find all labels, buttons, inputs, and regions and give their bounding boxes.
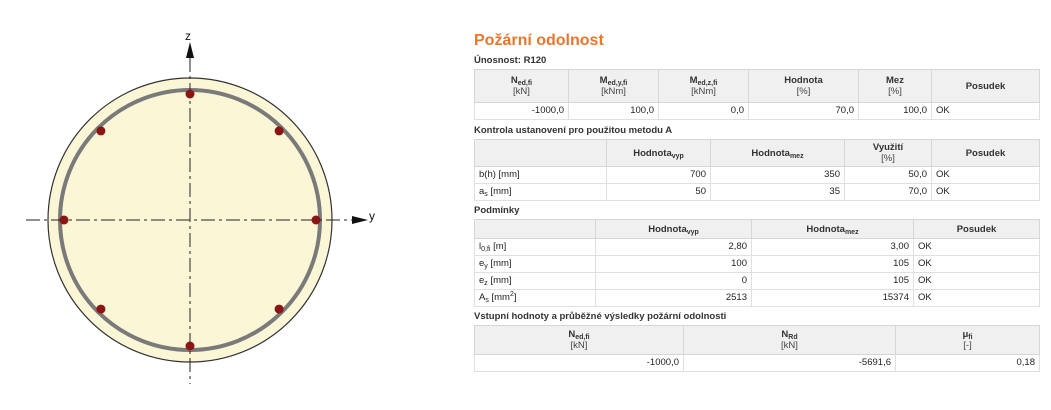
column-header-label: M — [689, 75, 698, 86]
table-cell: 350 — [711, 167, 845, 184]
column-header-unit: [kNm] — [601, 86, 626, 97]
table-row — [475, 355, 1040, 372]
column-header — [684, 326, 896, 355]
column-header-label: Posudek — [956, 223, 997, 235]
table-cell: 3,00 — [752, 239, 914, 256]
column-header-label: Využití — [872, 142, 904, 153]
table-cell: OK — [914, 273, 1040, 290]
column-header-subscript: ed,fi — [517, 80, 533, 87]
row-label-text: e — [479, 275, 485, 286]
row-label-unit: [mm] — [490, 258, 512, 269]
column-header-subscript: vyp — [671, 152, 684, 160]
column-header — [475, 220, 596, 239]
column-header — [475, 140, 607, 167]
row-label — [475, 239, 596, 256]
column-header-label: Posudek — [965, 147, 1006, 159]
column-header-label: Mez — [886, 75, 904, 86]
column-header-unit: [%] — [881, 153, 895, 164]
table-cell: OK — [932, 184, 1040, 201]
rebar-dot — [186, 90, 195, 99]
capacity-table — [474, 69, 1040, 120]
column-header-label: Hodnota — [633, 147, 672, 159]
inputs-table — [474, 325, 1040, 372]
column-header-label: N — [781, 329, 789, 340]
column-header-subscript: ed,z,fi — [697, 80, 718, 87]
method-a-table — [474, 139, 1040, 201]
column-header-label: Hodnota — [751, 147, 790, 159]
table-row — [475, 239, 1040, 256]
table-cell: 50,0 — [845, 167, 932, 184]
column-header — [914, 220, 1040, 239]
table-cell: 70,0 — [845, 184, 932, 201]
table-cell: 50 — [607, 184, 711, 201]
row-label-unit: [mm] — [490, 186, 512, 197]
table-cell: 0,18 — [896, 355, 1040, 372]
column-header-subscript: vyp — [686, 228, 699, 236]
table-row — [475, 256, 1040, 273]
table-cell: OK — [914, 256, 1040, 273]
row-label-text: l — [479, 241, 482, 252]
table-row — [475, 103, 1040, 120]
table-cell: 100 — [596, 256, 752, 273]
column-header — [932, 140, 1040, 167]
row-label-subscript: s — [484, 191, 488, 198]
table-cell: 700 — [607, 167, 711, 184]
table-cell: 2,80 — [596, 239, 752, 256]
column-header — [659, 70, 749, 103]
column-header-label: N — [510, 75, 518, 86]
fire-resistance-panel — [474, 30, 1041, 372]
row-label-text: b(h) — [479, 169, 496, 180]
conditions-table — [474, 219, 1040, 307]
table-cell: OK — [914, 239, 1040, 256]
inputs-heading: Vstupní hodnoty a průběžné výsledky požární odolnosti — [474, 311, 727, 322]
inputs-table-header — [475, 326, 1040, 355]
y-axis-label: y — [369, 209, 375, 223]
table-cell: -5691,6 — [684, 355, 896, 372]
row-label-subscript: s — [485, 297, 489, 304]
row-label-unit: [mm — [491, 292, 510, 303]
column-header-subscript: mez — [844, 228, 859, 236]
column-header-label: N — [568, 329, 576, 340]
column-header — [845, 140, 932, 167]
row-label-subscript: y — [484, 263, 488, 270]
column-header-label: μ — [962, 329, 969, 340]
row-label-text: e — [479, 258, 485, 269]
column-header-label: Hodnota — [648, 223, 687, 235]
row-label-unit: [mm] — [498, 169, 520, 180]
row-label-unit-close: ] — [513, 292, 517, 303]
rebar-dot — [186, 342, 195, 351]
rebar-dot — [96, 126, 105, 135]
table-cell: 70,0 — [749, 103, 859, 120]
column-header-unit: [kNm] — [691, 86, 716, 97]
row-label-subscript: 0,fi — [481, 246, 491, 253]
conditions-heading: Podmínky — [474, 205, 520, 216]
row-label-unit: [m] — [493, 241, 507, 252]
column-header-unit: [%] — [888, 86, 902, 97]
column-header-subscript: mez — [789, 152, 804, 160]
column-header — [932, 70, 1040, 103]
column-header-label: Hodnota — [806, 223, 845, 235]
table-cell: 100,0 — [859, 103, 932, 120]
panel-title: Požární odolnost — [474, 32, 604, 49]
column-header-subscript: ed,fi — [575, 334, 590, 341]
table-cell: OK — [932, 167, 1040, 184]
row-label — [475, 256, 596, 273]
column-header — [896, 326, 1040, 355]
column-header-unit: [kN] — [570, 340, 588, 351]
row-label-unit: [mm] — [490, 275, 512, 286]
cross-section-drawing — [0, 0, 400, 410]
rebar-dot — [96, 305, 105, 314]
capacity-table-header — [475, 70, 1040, 103]
row-label — [475, 290, 596, 307]
table-cell: 0,0 — [659, 103, 749, 120]
capacity-heading: Únosnost: R120 — [474, 55, 547, 66]
table-row — [475, 167, 1040, 184]
row-label-subscript: z — [484, 280, 488, 287]
column-header-label: Hodnota — [784, 75, 823, 86]
table-cell: 15374 — [752, 290, 914, 307]
column-header — [569, 70, 659, 103]
table-cell: 100,0 — [569, 103, 659, 120]
column-header-unit: [kN] — [513, 86, 530, 97]
rebar-dot — [275, 305, 284, 314]
conditions-table-header — [475, 220, 1040, 239]
column-header-unit: [kN] — [781, 340, 798, 351]
table-cell: 105 — [752, 256, 914, 273]
column-header-label: Posudek — [965, 80, 1006, 92]
z-axis-arrow — [186, 42, 194, 58]
column-header — [749, 70, 859, 103]
column-header — [711, 140, 845, 167]
column-header — [475, 70, 569, 103]
column-header-subscript: fi — [968, 334, 973, 341]
table-cell: -1000,0 — [475, 103, 569, 120]
row-label — [475, 273, 596, 290]
column-header-subscript: ed,y,fi — [607, 80, 628, 87]
z-axis-label: z — [185, 29, 191, 43]
table-cell: OK — [914, 290, 1040, 307]
column-header — [607, 140, 711, 167]
row-label — [475, 167, 607, 184]
row-label-text: a — [479, 186, 485, 197]
table-cell: -1000,0 — [475, 355, 684, 372]
column-header-unit: [%] — [796, 86, 811, 97]
method-a-table-header — [475, 140, 1040, 167]
column-header — [752, 220, 914, 239]
column-header — [475, 326, 684, 355]
rebar-dot — [60, 216, 69, 225]
table-row — [475, 273, 1040, 290]
method-a-heading: Kontrola ustanovení pro použitou metodu A — [474, 125, 673, 136]
table-cell: 35 — [711, 184, 845, 201]
rebar-dot — [312, 216, 321, 225]
table-cell: 105 — [752, 273, 914, 290]
row-label — [475, 184, 607, 201]
column-header — [859, 70, 932, 103]
table-row — [475, 184, 1040, 201]
column-header — [596, 220, 752, 239]
table-cell: OK — [932, 103, 1040, 120]
table-cell: 0 — [596, 273, 752, 290]
column-header-label: M — [599, 75, 608, 86]
y-axis-arrow — [352, 216, 368, 224]
table-cell: 2513 — [596, 290, 752, 307]
row-label-text: A — [479, 292, 486, 303]
column-header-unit: [-] — [963, 340, 972, 351]
row-label-unit-superscript: 2 — [509, 291, 514, 298]
column-header-subscript: Rd — [788, 334, 798, 341]
table-row — [475, 290, 1040, 307]
rebar-dot — [275, 126, 284, 135]
